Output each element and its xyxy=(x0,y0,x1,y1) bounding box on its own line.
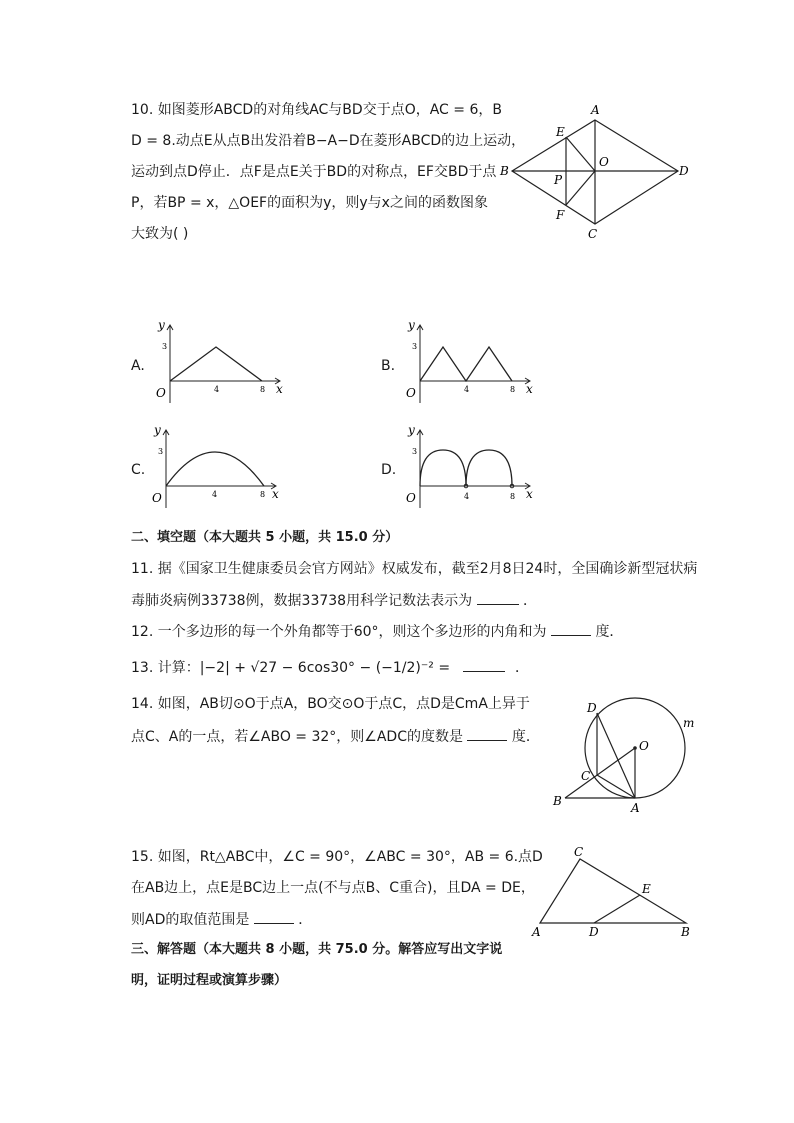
option-b-label[interactable]: B. xyxy=(381,358,396,374)
circle-label-m: m xyxy=(683,716,695,730)
q12-answer-blank[interactable] xyxy=(551,619,591,636)
q15-end: ． xyxy=(298,912,313,928)
triangle-label-c: C xyxy=(574,845,584,859)
q10-line-5: 大致为( ) xyxy=(131,226,189,242)
q15-answer-blank[interactable] xyxy=(254,907,294,924)
opt-a-tick-8: 8 xyxy=(260,385,266,394)
option-d-label[interactable]: D. xyxy=(381,462,397,478)
option-c-graph[interactable] xyxy=(146,420,286,510)
triangle-figure xyxy=(528,845,698,940)
q11-end: ． xyxy=(522,593,537,609)
opt-a-x-label: x xyxy=(276,382,283,396)
opt-c-origin: O xyxy=(152,491,162,505)
rhombus-label-f: F xyxy=(556,208,565,222)
q10-line-2: D = 8.动点E从点B出发沿着B−A−D在菱形ABCD的边上运动， xyxy=(131,133,526,149)
q12-end: 度． xyxy=(595,624,624,640)
opt-a-tick-y: 3 xyxy=(162,342,168,351)
opt-a-origin: O xyxy=(156,386,166,400)
q10-line-3: 运动到点D停止．点F是点E关于BD的对称点，EF交BD于点 xyxy=(131,164,497,180)
section-3-heading-line-1: 三、解答题（本大题共 8 小题，共 75.0 分。解答应写出文字说 xyxy=(131,942,503,957)
opt-b-tick-y: 3 xyxy=(412,342,418,351)
q14-answer-blank[interactable] xyxy=(467,724,507,741)
q12 xyxy=(131,619,623,644)
q15-line-2: 在AB边上，点E是BC边上一点(不与点B、C重合)，且DA = DE， xyxy=(131,880,535,896)
circle-figure xyxy=(545,695,705,815)
rhombus-label-a: A xyxy=(591,103,600,117)
q11-answer-blank[interactable] xyxy=(477,588,519,605)
q12-text: 12. 一个多边形的每一个外角都等于60°，则这个多边形的内角和为 xyxy=(131,624,547,640)
q13 xyxy=(131,655,529,680)
q15-line-3: 则AD的取值范围是 xyxy=(131,912,250,928)
opt-a-tick-4: 4 xyxy=(214,385,220,394)
q14-line-2-wrap xyxy=(131,724,540,749)
q15-line-1: 15. 如图，Rt△ABC中，∠C = 90°，∠ABC = 30°，AB = 6.点D xyxy=(131,849,543,865)
rhombus-label-o: O xyxy=(599,155,609,169)
section-2-heading: 二、填空题（本大题共 5 小题，共 15.0 分） xyxy=(131,530,399,545)
opt-c-x-label: x xyxy=(272,487,279,501)
opt-c-tick-y: 3 xyxy=(158,447,164,456)
opt-d-origin: O xyxy=(406,491,416,505)
opt-b-x-label: x xyxy=(526,382,533,396)
rhombus-label-c: C xyxy=(588,227,598,241)
triangle-label-a: A xyxy=(532,925,541,939)
q10-line-4: P，若BP = x，△OEF的面积为y，则y与x之间的函数图象 xyxy=(131,195,488,211)
opt-d-tick-8: 8 xyxy=(510,492,516,501)
opt-d-tick-y: 3 xyxy=(412,447,418,456)
circle-center-dot xyxy=(633,746,637,750)
rhombus-label-e: E xyxy=(556,125,565,139)
circle-label-a: A xyxy=(631,801,640,815)
option-a-graph[interactable] xyxy=(150,315,290,405)
option-a-label[interactable]: A. xyxy=(131,358,145,374)
q10-line-1: 10. 如图菱形ABCD的对角线AC与BD交于点O，AC = 6，B xyxy=(131,102,502,118)
q11-line-2-wrap xyxy=(131,588,537,613)
q13-text: 13. 计算：|−2| + √27 − 6cos30° − (−1/2)⁻² = xyxy=(131,660,451,676)
opt-a-y-label: y xyxy=(158,318,165,332)
circle-label-b: B xyxy=(553,794,562,808)
triangle-label-e: E xyxy=(642,882,651,896)
circle-label-o: O xyxy=(639,739,649,753)
triangle-label-b: B xyxy=(681,925,690,939)
opt-c-y-label: y xyxy=(154,423,161,437)
opt-d-y-label: y xyxy=(408,423,415,437)
opt-c-tick-4: 4 xyxy=(212,490,218,499)
q14-end: 度． xyxy=(511,729,540,745)
option-b-graph[interactable] xyxy=(400,315,540,405)
q11-line-2: 毒肺炎病例33738例，数据33738用科学记数法表示为 xyxy=(131,593,473,609)
q14-line-1: 14. 如图，AB切⊙O于点A，BO交⊙O于点C，点D是CmA上异于 xyxy=(131,696,530,712)
rhombus-label-b: B xyxy=(500,164,509,178)
circle-label-c: C xyxy=(581,769,591,783)
rhombus-figure xyxy=(498,100,698,245)
rhombus-label-d: D xyxy=(679,164,689,178)
opt-b-y-label: y xyxy=(408,318,415,332)
opt-d-tick-4: 4 xyxy=(464,492,470,501)
option-c-label[interactable]: C. xyxy=(131,462,146,478)
q13-answer-blank[interactable] xyxy=(463,655,505,672)
opt-b-tick-4: 4 xyxy=(464,385,470,394)
triangle-label-d: D xyxy=(589,925,599,939)
opt-b-tick-8: 8 xyxy=(510,385,516,394)
opt-d-x-label: x xyxy=(526,487,533,501)
option-d-graph[interactable] xyxy=(400,420,540,510)
section-3-heading-line-2: 明，证明过程或演算步骤） xyxy=(131,973,288,988)
opt-b-origin: O xyxy=(406,386,416,400)
rhombus-label-p: P xyxy=(554,173,563,187)
q15-line-3-wrap xyxy=(131,907,312,932)
opt-c-tick-8: 8 xyxy=(260,490,266,499)
q11-line-1: 11. 据《国家卫生健康委员会官方网站》权威发布，截至2月8日24时，全国确诊新型冠状病 xyxy=(131,561,698,577)
q14-line-2: 点C、A的一点，若∠ABO = 32°，则∠ADC的度数是 xyxy=(131,729,463,745)
circle-label-d: D xyxy=(587,701,597,715)
q13-end: ． xyxy=(514,660,529,676)
